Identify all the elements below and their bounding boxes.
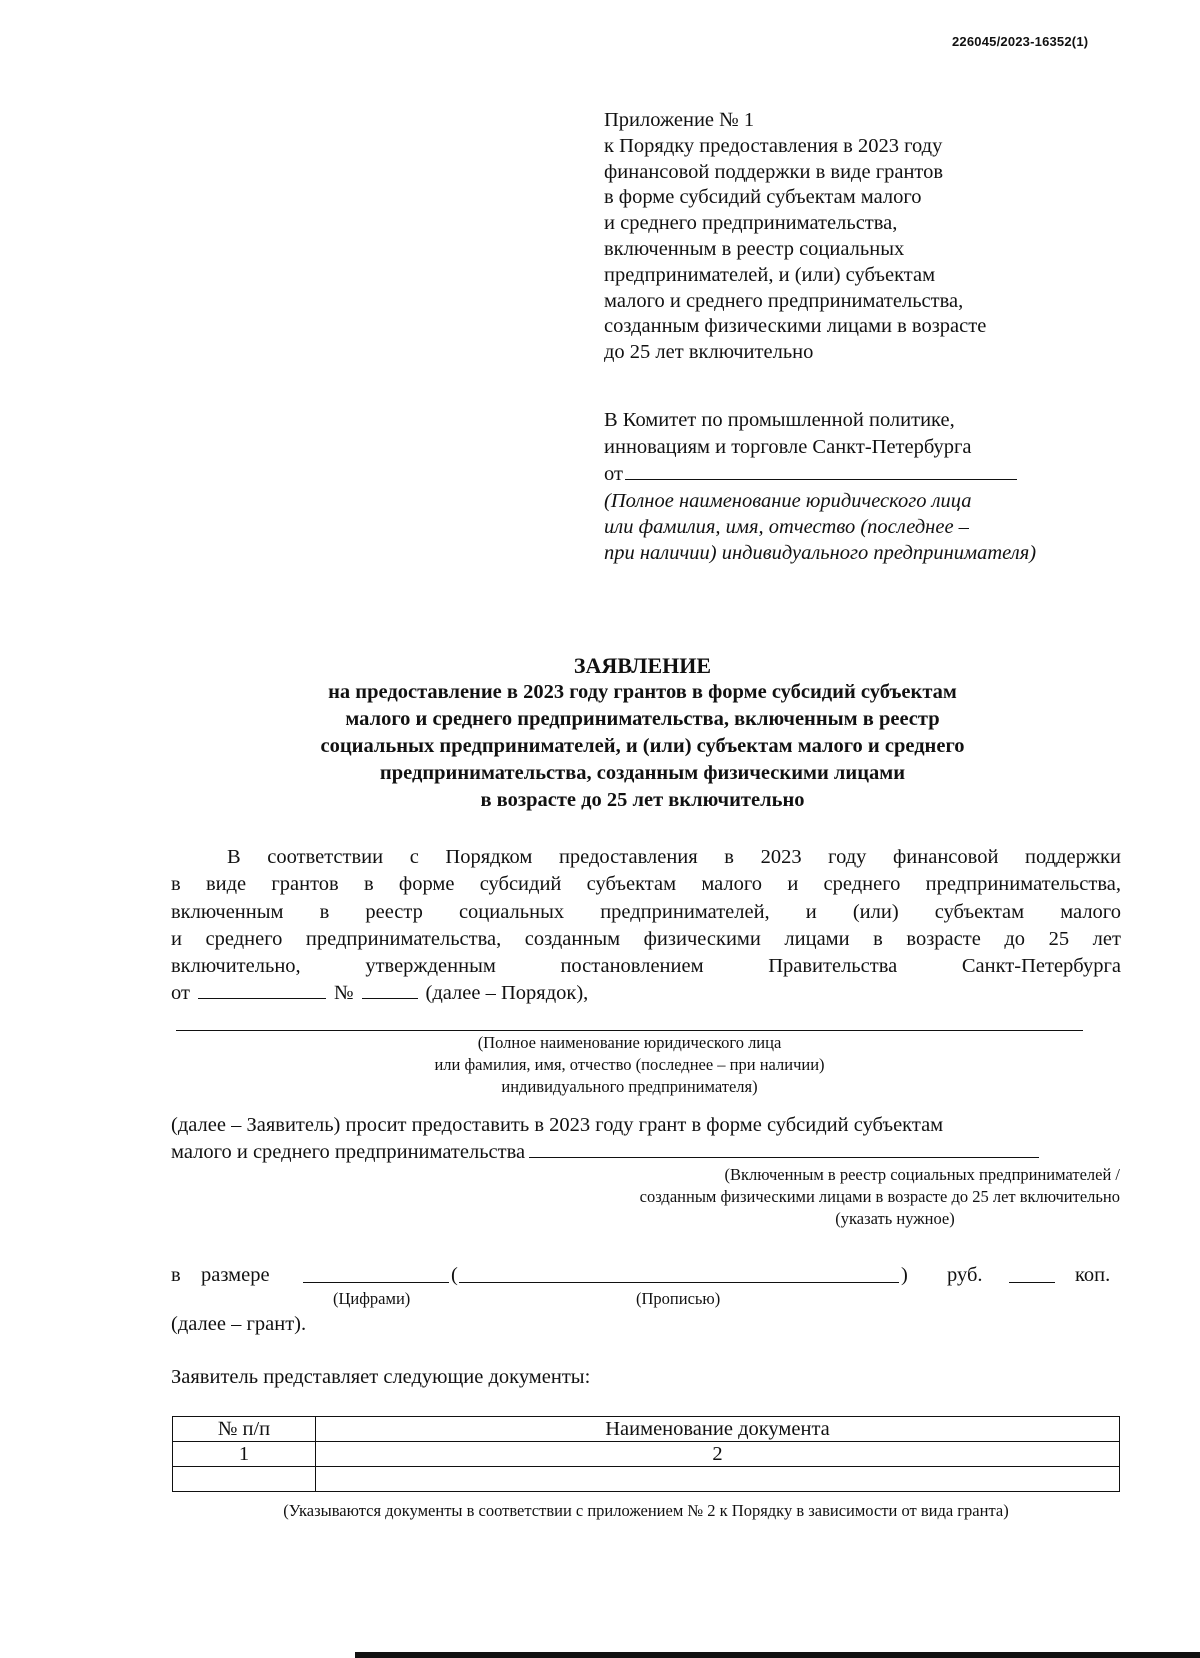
request-line-text: малого и среднего предпринимательства [171,1141,526,1163]
word: поддержки [1025,846,1121,868]
recipient-hint-line: (Полное наименование юридического лица [604,490,972,512]
word: субъектам [586,873,677,896]
word: до [1004,927,1026,950]
word: и [805,900,817,923]
request-text [171,1112,1121,1166]
amount-words-field[interactable] [459,1262,899,1283]
recipient-hint-line: при наличии) индивидуального предпринимателя) [604,542,1037,564]
word: В [227,846,241,868]
amount-close-paren: ) [901,1264,908,1286]
table-row [173,1467,1120,1492]
caption-words: (Прописью) [636,1289,721,1308]
header-document-name: Наименование документа [316,1417,1120,1442]
word: лет [1092,927,1121,950]
from-label: от [604,463,623,485]
word: форме [398,873,455,896]
intro-line [171,899,1121,926]
appendix-line: предпринимателей, и (или) субъектам [604,263,936,286]
word: социальных [458,900,565,923]
appendix-header [604,108,1164,366]
word: созданным [524,927,621,950]
word: предоставления [558,846,698,868]
word: Порядком [445,846,533,868]
amount-prefix-size: размере [201,1264,270,1286]
word: субсидий [479,873,562,896]
kop-label: коп. [1075,1264,1111,1286]
word: лицами [784,927,850,950]
word: малого [701,873,763,896]
numbering-cell: 2 [316,1442,1120,1467]
caption-figures: (Цифрами) [333,1289,411,1308]
word: 25 [1048,927,1070,950]
word: Санкт-Петербурга [961,955,1121,978]
numbering-cell: 1 [173,1442,316,1467]
recipient-line: инновациям и торговле Санкт-Петербурга [604,436,972,458]
word: включительно, [171,955,301,978]
amount-row [171,1262,1121,1288]
applicant-hint-line: (Полное наименование юридического лица [477,1033,782,1052]
title-heading: ЗАЯВЛЕНИЕ [573,653,712,678]
word: Правительства [768,955,898,978]
scan-edge-line [355,1652,1200,1658]
title-line: в возрасте до 25 лет включительно [480,789,805,811]
word: финансовой [893,846,999,868]
word: в [873,927,883,950]
grant-definition: (далее – грант). [171,1313,307,1335]
title-line: на предоставление в 2023 году грантов в форме субсидий субъектам [328,681,957,703]
intro-line [171,926,1121,953]
word: и [787,873,799,896]
intro-line-last [171,980,1121,1007]
applicant-hint-line: или фамилия, имя, отчество (последнее – при наличии) [434,1055,825,1074]
intro-line [171,953,1121,980]
intro-line [171,871,1121,898]
category-hint [520,1164,1120,1230]
title-line: предпринимательства, созданным физическими лицами [379,762,906,784]
word: и [171,927,182,950]
word: предпринимателей, [600,900,770,923]
appendix-line: до 25 лет включительно [604,341,814,364]
word: в [363,873,374,896]
category-field-line[interactable] [529,1139,1039,1158]
table-note: (Указываются документы в соответствии с приложением № 2 к Порядку в зависимости от вида гранта) [283,1501,1009,1520]
kop-field[interactable] [1009,1262,1055,1283]
category-hint-line: созданным физическими лицами в возрасте до 25 лет включительно [639,1187,1120,1206]
empty-document-cell[interactable] [316,1467,1120,1492]
word: включенным [171,900,284,923]
word: реестр [365,900,423,923]
word: году [828,846,867,868]
appendix-line: и среднего предпринимательства, [604,212,898,235]
word: с [409,846,419,868]
docs-intro: Заявитель представляет следующие документы: [171,1366,591,1388]
amount-figures-field[interactable] [303,1262,449,1283]
decree-number-field[interactable] [362,980,418,999]
document-title [180,652,1105,814]
empty-number-cell[interactable] [173,1467,316,1492]
document-number: 226045/2023-16352(1) [952,34,1089,49]
word: возрасте [906,927,981,950]
word: среднего [823,873,901,896]
appendix-line: финансовой поддержки в виде грантов [604,160,944,183]
word: виде [205,873,247,896]
word: грантов [271,873,339,896]
documents-table [172,1416,1120,1492]
appendix-line: Приложение № 1 [604,109,755,131]
word: физическими [643,927,761,950]
intro-line [171,844,1121,871]
category-hint-line: (указать нужное) [835,1209,955,1228]
appendix-line: малого и среднего предпринимательства, [604,289,964,312]
category-hint-line: (Включенным в реестр социальных предпринимателей / [724,1165,1120,1184]
amount-open-paren: ( [451,1264,458,1286]
word: в [319,900,330,923]
appendix-line: включенным в реестр социальных [604,237,905,260]
applicant-name-line[interactable] [176,1030,1083,1031]
word: предпринимательства, [305,927,502,950]
amount-prefix-v: в [171,1264,181,1286]
word: утвержденным [365,955,496,978]
title-line: малого и среднего предпринимательства, включенным в реестр [345,708,940,730]
recipient-hint-line: или фамилия, имя, отчество (последнее – [604,516,969,538]
table-numbering-row [173,1442,1120,1467]
word: 2023 [760,846,802,868]
word: постановлением [560,955,704,978]
header-number: № п/п [173,1417,316,1442]
rub-label: руб. [947,1264,983,1286]
word: соответствии [267,846,384,868]
appendix-line: в форме субсидий субъектам малого [604,186,922,209]
word: (или) [852,900,899,923]
applicant-hint [176,1032,1083,1098]
decree-date-field[interactable] [198,980,326,999]
from-field-line[interactable] [625,461,1017,480]
date-label: от [171,982,190,1005]
from-row [604,461,1164,488]
request-line: (далее – Заявитель) просит предоставить в 2023 году грант в форме субсидий субъектам [171,1114,944,1136]
recipient-block [604,407,1164,566]
intro-tail: (далее – Порядок), [425,982,589,1005]
recipient-line: В Комитет по промышленной политике, [604,409,955,431]
intro-paragraph [171,844,1121,1008]
word: в [171,873,181,896]
word: среднего [205,927,283,950]
word: предпринимательства, [925,873,1121,896]
applicant-hint-line: индивидуального предпринимателя) [501,1077,758,1096]
number-label: № [333,982,354,1005]
table-header-row [173,1417,1120,1442]
request-line [171,1139,1121,1166]
word: в [724,846,734,868]
appendix-line: созданным физическими лицами в возрасте [604,315,987,338]
word: субъектам [934,900,1025,923]
word: малого [1060,900,1121,923]
title-line: социальных предпринимателей, и (или) субъектам малого и среднего [320,735,965,757]
appendix-line: к Порядку предоставления в 2023 году [604,134,943,157]
